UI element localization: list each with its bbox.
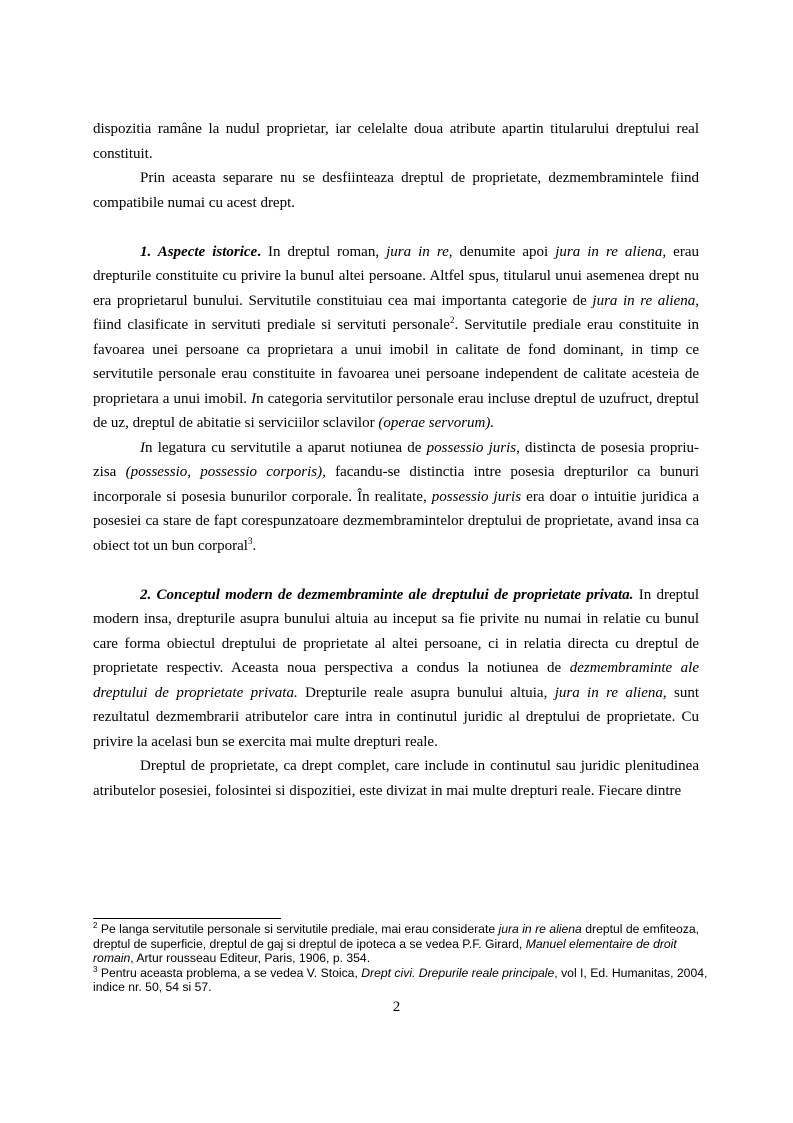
- text-run: distincta de posesia propriu-zisa: [93, 439, 700, 480]
- text-run: dreptul de emfiteoza, dreptul de superficie, dreptul de gaj si dreptul de ipoteca a se vedea P.F. Girard,: [93, 922, 700, 951]
- text-run: , Artur rousseau Editeur, Paris, 1906, p. 354.: [130, 951, 371, 965]
- text-run: erau drepturile constituite cu privire la bunul altei persoane. Altfel spus, titularul unui asemenea drept nu era proprietarul bunului. Servitutile constituiau cea mai importanta categorie de: [93, 243, 699, 309]
- text-run: , sunt rezultatul dezmembrarii atributelor care intra in continutul juridic al dreptului de proprietate. Cu privire la acelasi bun se exercita mai multe drepturi reale.: [93, 684, 699, 750]
- document-body: [93, 117, 699, 803]
- footnote-separator: [93, 918, 281, 919]
- text-run: Pe langa servitutile personale si servitutile prediale, mai erau considerate: [97, 922, 499, 936]
- latin-term: jura in re,: [386, 243, 453, 260]
- latin-term: jura in re aliena,: [592, 292, 700, 309]
- paragraph-2: Prin aceasta separare nu se desfiinteaza dreptul de proprietate, dezmembramintele fiind compatibile numai cu acest drept.: [93, 170, 699, 211]
- latin-term: jura in re aliena: [554, 684, 663, 701]
- text-run: n categoria servitutilor personale erau incluse dreptul de uzufruct, dreptul de uz, dreptul de abitatie si serviciilor sclavilor: [93, 390, 699, 431]
- text-run: denumite apoi: [452, 243, 556, 260]
- text-run: .: [252, 537, 257, 554]
- section-1-heading-dot: .: [257, 243, 261, 260]
- book-title: Manuel elementaire de droit romain: [93, 936, 677, 965]
- section-1-heading: 1. Aspecte istorice: [140, 243, 258, 260]
- footnote-3: [93, 966, 713, 995]
- footnotes: [93, 918, 713, 995]
- latin-term: possessio juris: [431, 488, 522, 505]
- text-run: , vol I, Ed. Humanitas, 2004, indice nr. 50, 54 si 57.: [93, 965, 708, 994]
- footnote-2: [93, 922, 713, 966]
- paragraph-1: dispozitia ramâne la nudul proprietar, iar celelalte doua atribute apartin titularului dreptului real constituit.: [93, 121, 699, 162]
- text-run: n legatura cu servitutile a aparut notiunea de: [145, 439, 427, 456]
- latin-term: possessio juris,: [426, 439, 520, 456]
- paragraph-gap: [93, 215, 699, 240]
- book-title: Drept civi. Drepurile reale principale: [361, 965, 555, 980]
- section-1-paragraph: [93, 240, 699, 436]
- paragraph-4: [93, 436, 699, 559]
- italic-initial: I: [140, 439, 145, 456]
- footnote-number: 2: [93, 920, 98, 930]
- section-2-heading: 2. Conceptul modern de dezmembraminte ale dreptului de proprietate privata.: [140, 586, 634, 603]
- text-run: I: [633, 586, 644, 603]
- text-run: facandu-se distinctia intre posesia drepturilor ca bunuri incorporale si posesia bunurilor corporale. În realitate,: [93, 464, 699, 505]
- footnote-ref-2[interactable]: 2: [449, 315, 455, 325]
- text-run: fiind clasificate in servituti prediale si servituti personale: [93, 317, 450, 333]
- latin-term: (operae servorum).: [378, 415, 495, 431]
- paragraph-gap: [93, 558, 699, 583]
- latin-term: jura in re aliena: [498, 922, 582, 936]
- footnote-number: 3: [93, 964, 98, 974]
- section-2-paragraph: [93, 583, 699, 755]
- paragraph-6: Dreptul de proprietate, ca drept complet, care include in continutul sau juridic plenitudinea atributelor posesiei, folosintei si dispozitiei, este divizat in mai multe drepturi reale. Fiecare dintre: [93, 758, 699, 799]
- italic-initial: I: [251, 390, 257, 407]
- latin-term: (possessio, possessio corporis),: [125, 464, 326, 480]
- footnote-ref-3[interactable]: 3: [247, 535, 253, 546]
- text-run: n dreptul modern insa, drepturile asupra bunului altuia au inceput sa fie privite nu numai in relatie cu bunul care forma obiectul dreptului de proprietate al altei persoane, ci in relatia directa cu dreptul de proprietate respectiv. Aceasta noua perspectiva a condus la notiunea de: [93, 586, 699, 676]
- italic-term: dezmembraminte ale dreptului de proprietate privata.: [93, 660, 700, 701]
- text-run: Drepturile reale asupra bunului altuia,: [297, 684, 555, 701]
- latin-term: jura in re aliena,: [555, 243, 667, 260]
- text-run: Pentru aceasta problema, a se vedea V. Stoica,: [97, 965, 362, 980]
- text-run: . Servitutile prediale erau constituite in favoarea unei persoane ca proprietara a unui imobil in calitate de fond dominant, in timp ce servitutile personale erau constituite in favoarea unei persoane independent de calitate acesteia de proprietara a unui imobil.: [93, 317, 700, 407]
- page-number: 2: [392, 999, 401, 1015]
- text-run: In dreptul roman,: [260, 243, 387, 260]
- text-run: era doar o intuitie juridica a posesiei ca stare de fapt corespunzatoare dezmembramintelor dreptului de proprietate, avand insa ca obiect tot un bun corporal: [93, 488, 700, 554]
